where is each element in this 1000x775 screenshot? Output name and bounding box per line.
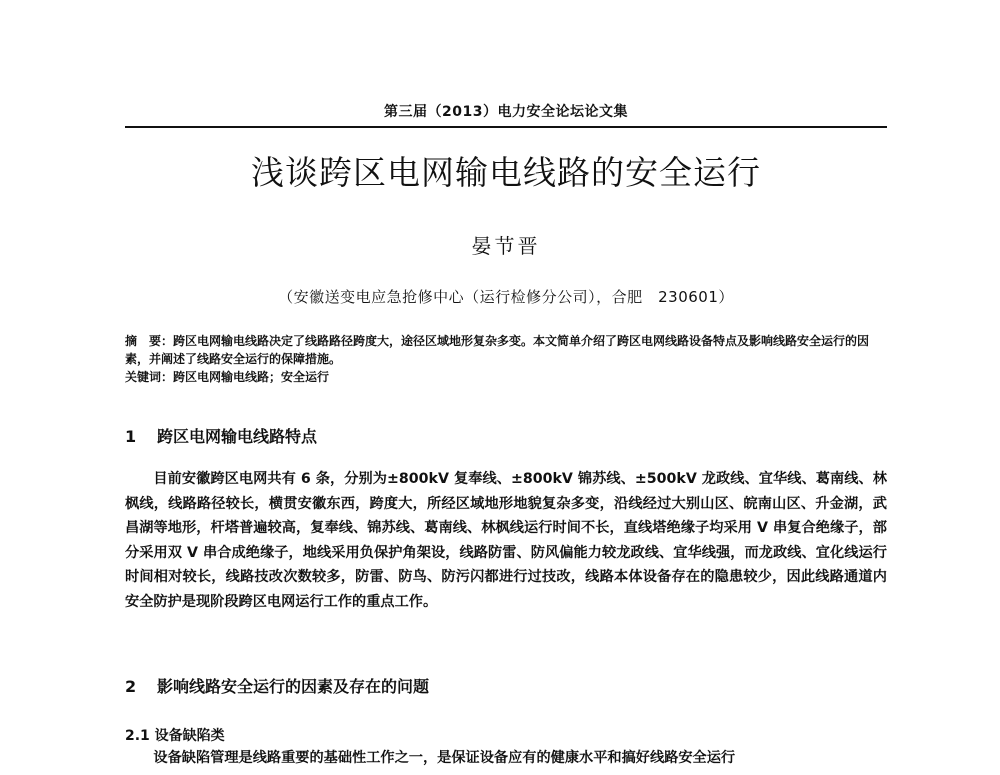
author-affiliation: （安徽送变电应急抢修中心（运行检修分公司），合肥 230601） — [278, 288, 734, 306]
keywords-paragraph — [125, 368, 887, 386]
header-rule — [125, 126, 887, 128]
abstract-paragraph — [125, 332, 887, 368]
section-2-heading — [125, 674, 887, 697]
paper-title: 浅谈跨区电网输电线路的安全运行 — [251, 153, 761, 192]
subsection-2-1-heading: 2.1 设备缺陷类 — [125, 728, 225, 744]
keywords-text: 跨区电网输电线路；安全运行 — [173, 370, 330, 384]
abstract-text: 跨区电网输电线路决定了线路路径跨度大，途径区域地形复杂多变。本文简单介绍了跨区电网线路设备特点及影响线路安全运行的因素，并阐述了线路安全运行的保障措施。 — [125, 334, 870, 366]
section-2-title: 影响线路安全运行的因素及存在的问题 — [157, 677, 430, 696]
keywords-label: 关键词： — [125, 370, 174, 384]
section-2-number: 2 — [125, 677, 137, 696]
section-1-heading — [125, 424, 887, 447]
proceedings-header: 第三届（2013）电力安全论坛论文集 — [384, 104, 628, 120]
paper-author: 晏节晋 — [471, 234, 541, 258]
subsection-2-1-paragraph: 设备缺陷管理是线路重要的基础性工作之一，是保证设备应有的健康水平和搞好线路安全运行 — [153, 750, 736, 766]
abstract-label: 摘 要： — [125, 334, 174, 348]
section-1-title: 跨区电网输电线路特点 — [157, 427, 318, 446]
section-1-paragraph: 目前安徽跨区电网共有 6 条，分别为±800kV 复奉线、±800kV 锦苏线、±500kV 龙政线、宜华线、葛南线、林枫线，线路路径较长，横贯安徽东西，跨度大，所经区域地形地貌复杂多变，沿线经过大别山区、皖南山区、升金湖，武昌湖等地形，杆塔普遍较高，复奉线、锦苏线、葛南线、林枫线运行时间不长，直线塔绝缘子均采用 V 串复合绝缘子，部分采用双 V 串合成绝缘子，地线采用负保护角架设，线路防雷、防风偏能力较龙政线、宜华线强，而龙政线、宜化线运行时间相对较长，线路技改次数较多，防雷、防鸟、防污闪都进行过技改，线路本体设备存在的隐患较少，因此线路通道内安全防护是现阶段跨区电网运行工作的重点工作。 — [125, 471, 887, 610]
abstract-block — [125, 332, 887, 386]
section-1-number: 1 — [125, 427, 137, 446]
